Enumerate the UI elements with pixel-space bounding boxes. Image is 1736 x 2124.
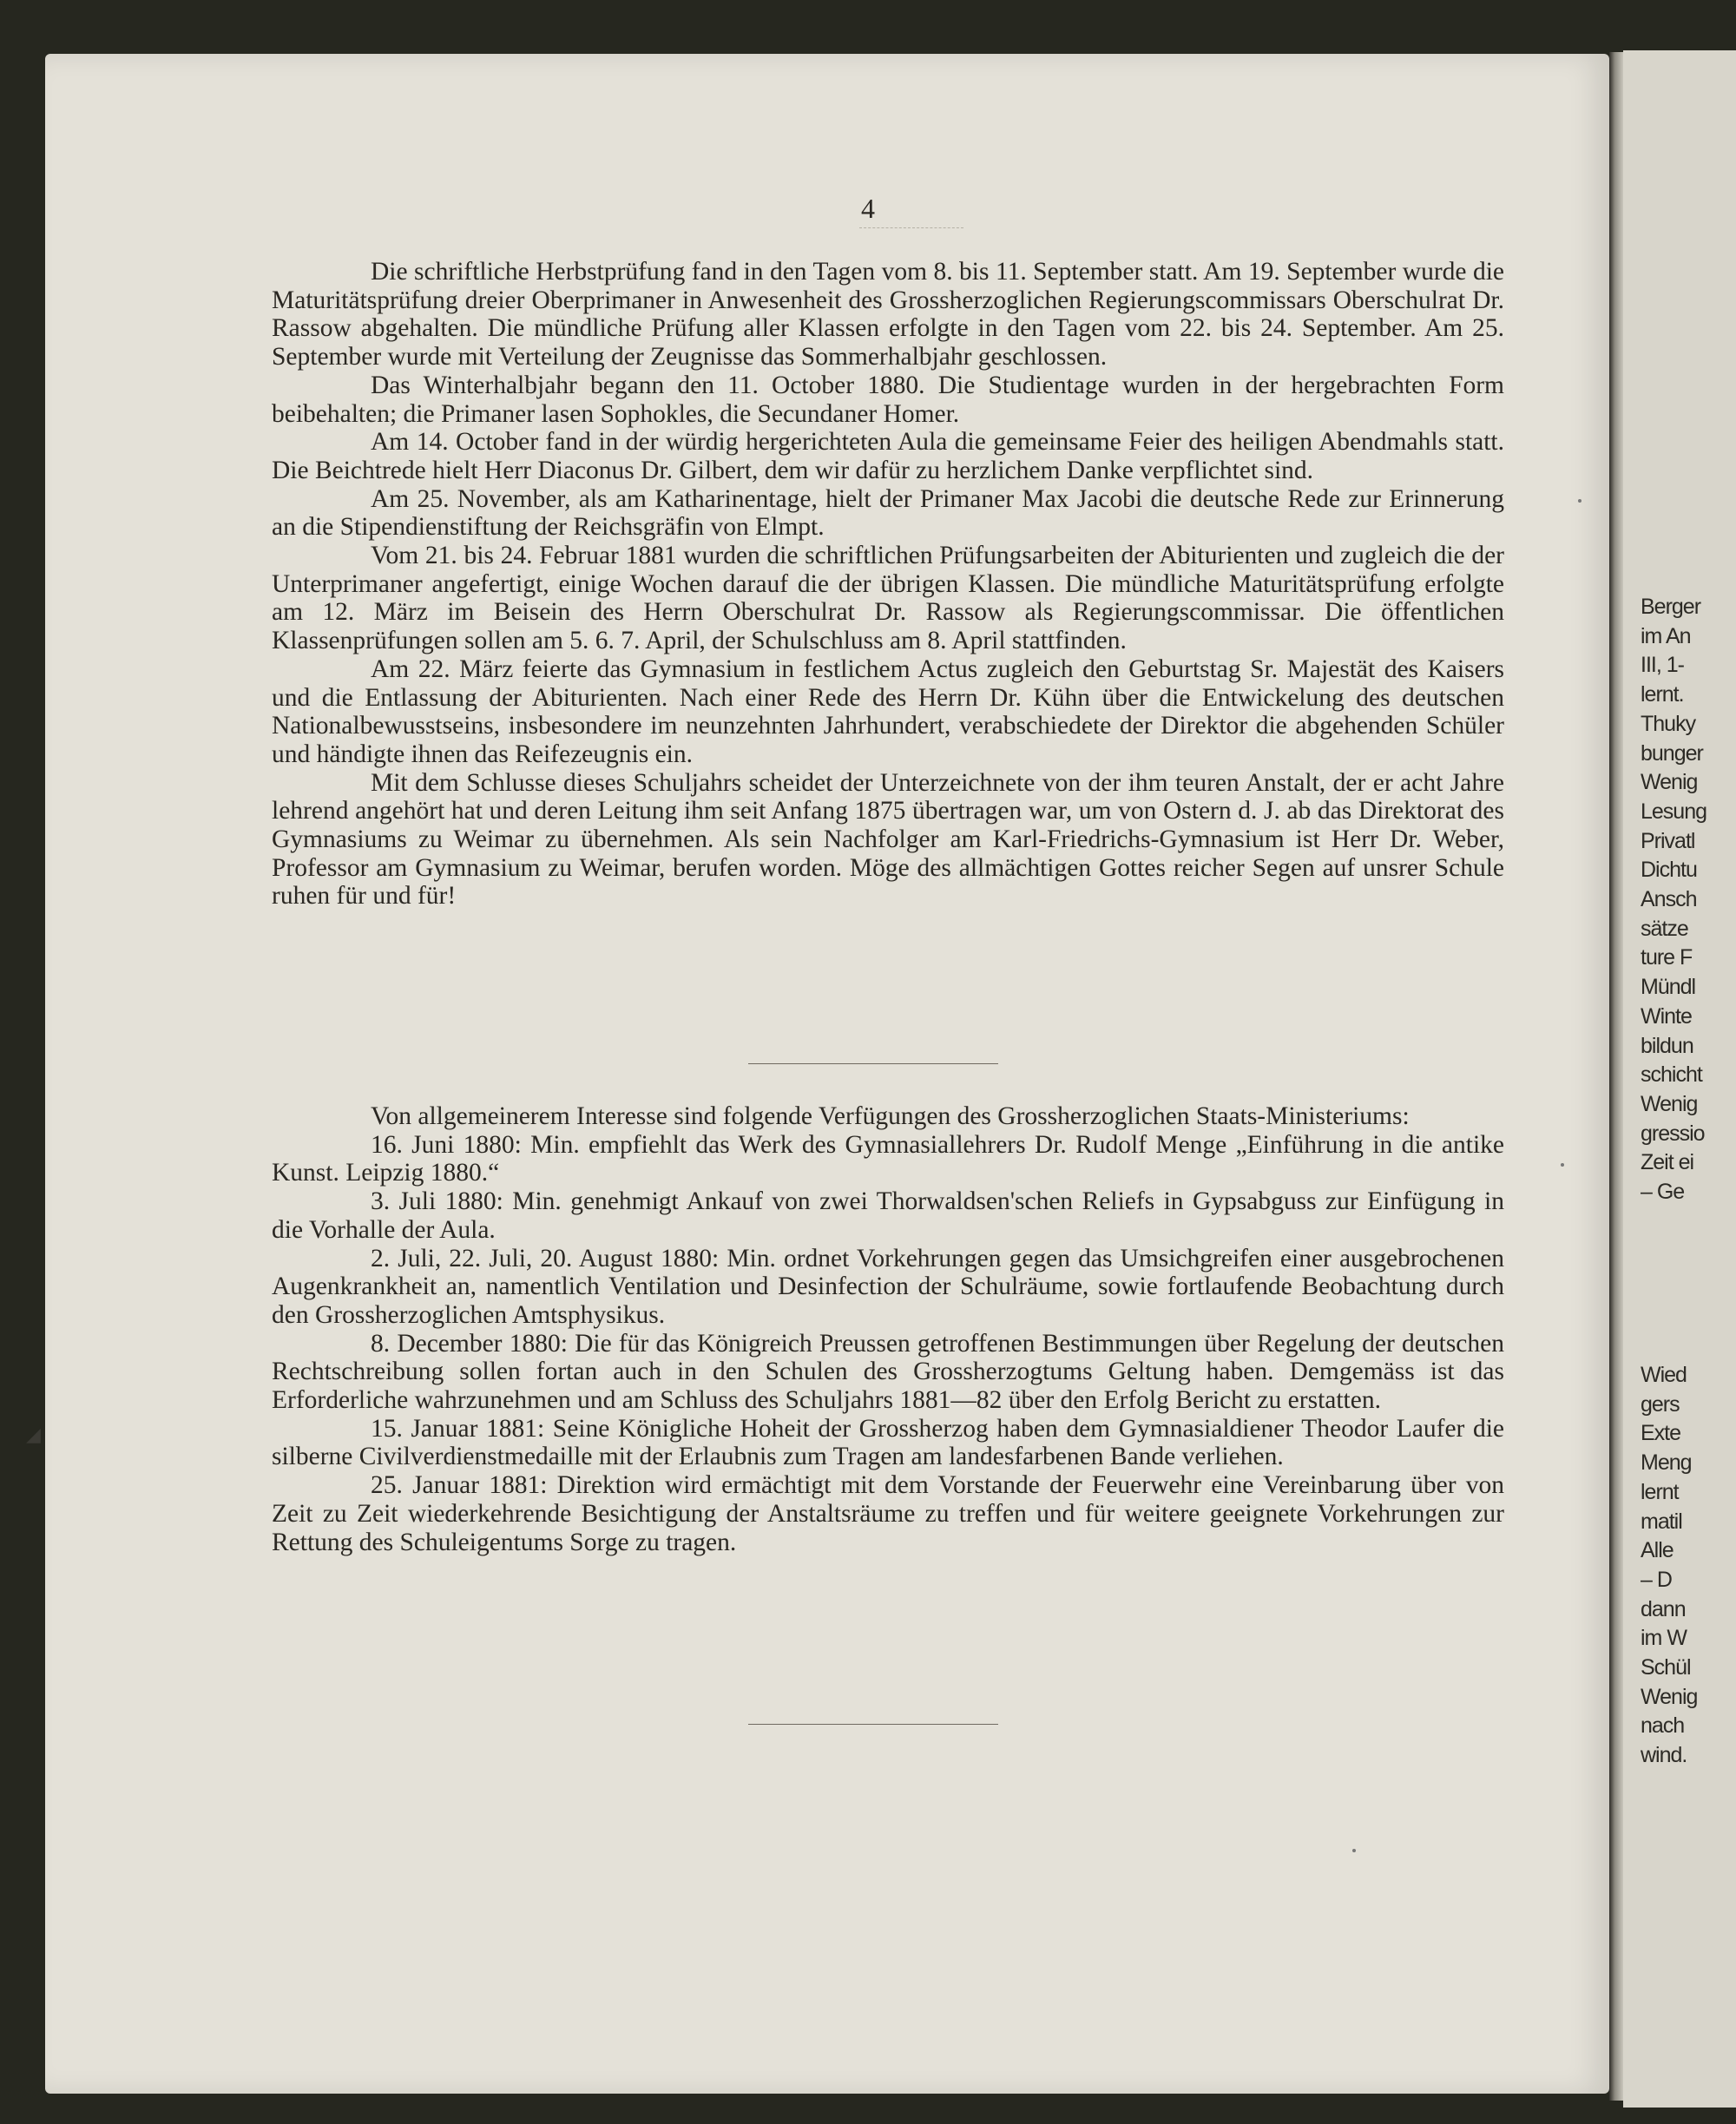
fragment-line: Meng: [1641, 1450, 1692, 1476]
fragment-line: III, 1-: [1641, 653, 1684, 678]
paragraph: 25. Januar 1881: Direktion wird ermächtigt mit dem Vorstande der Feuerwehr eine Vereinbarung über von Zeit zu Zeit wiederkehrende Besichtigung der Anstaltsräume zu treffen und für weitere geeignete Vorkehrungen zur Rettung des Schuleigentums Sorge zu tragen.: [272, 1471, 1504, 1556]
fragment-line: Thuky: [1641, 711, 1696, 736]
fragment-line: Wenig: [1641, 1091, 1698, 1116]
fragment-line: gressio: [1641, 1121, 1705, 1146]
fragment-line: matil: [1641, 1509, 1682, 1534]
fragment-line: im An: [1641, 623, 1691, 648]
fragment-line: nach: [1641, 1713, 1685, 1739]
margin-mark: [1561, 1163, 1564, 1167]
paragraph: Das Winterhalbjahr begann den 11. October 1880. Die Studientage wurden in der hergebrachten Form beibehalten; die Primaner lasen Sophokles, die Secundaner Homer.: [272, 371, 1504, 428]
paragraph: Am 14. October fand in der würdig hergerichteten Aula die gemeinsame Feier des heiligen Abendmahls statt. Die Beichtrede hielt Herr Diaconus Dr. Gilbert, dem wir dafür zu herzlichem Danke verpflichtet sind.: [272, 428, 1504, 484]
paragraph: 15. Januar 1881: Seine Königliche Hoheit der Grossherzog haben dem Gymnasialdiener Theodor Laufer die silberne Civilverdienstmedaille mit der Erlaubnis zum Tragen am landesfarbenen Bande verliehen.: [272, 1414, 1504, 1471]
paragraph: Von allgemeinerem Interesse sind folgende Verfügungen des Grossherzoglichen Staats-Ministeriums:: [371, 1102, 1410, 1130]
facing-page-text-lower: [1641, 1361, 1736, 1771]
fragment-line: wind.: [1641, 1743, 1687, 1768]
ministry-decrees-text: [272, 1102, 1504, 1556]
facing-page-text-upper: [1641, 593, 1736, 1207]
fragment-line: Dichtu: [1641, 858, 1697, 883]
margin-arrow-icon: ◢: [26, 1424, 41, 1445]
fragment-line: gers: [1641, 1391, 1680, 1417]
paragraph: 8. December 1880: Die für das Königreich Preussen getroffenen Bestimmungen über Regelung der deutschen Rechtschreibung sollen fortan auch in den Schulen des Grossherzogtums Geltung haben. Demgemäss ist das Erforderliche wahrzunehmen und am Schluss des Schuljahrs 1881—82 über den Erfolg Bericht zu erstatten.: [272, 1329, 1504, 1415]
fragment-line: Alle: [1641, 1538, 1674, 1563]
fragment-line: dann: [1641, 1596, 1686, 1621]
fragment-line: sätze: [1641, 916, 1688, 941]
paragraph: 2. Juli, 22. Juli, 20. August 1880: Min. ordnet Vorkehrungen gegen das Umsichgreifen einer ausgebrochenen Augenkrankheit an, namentlich Ventilation und Desinfection der Schulräume, sowie fortlaufende Beobachtung durch den Grossherzoglichen Amtsphysikus.: [272, 1244, 1504, 1329]
paragraph: Mit dem Schlusse dieses Schuljahrs scheidet der Unterzeichnete von der ihm teuren Anstalt, der er acht Jahre lehrend angehört hat und deren Leitung ihm seit Anfang 1875 übertragen war, um von Ostern d. J. ab das Direktorat des Gymnasiums zu Weimar zu übernehmen. Als sein Nachfolger am Karl-Friedrichs-Gymnasium ist Herr Dr. Weber, Professor am Gymnasium zu Weimar, berufen worden. Möge des allmächtigen Gottes reicher Segen auf unsrer Schule ruhen für und für!: [272, 768, 1504, 911]
fragment-line: ture F: [1641, 945, 1693, 970]
paragraph: Vom 21. bis 24. Februar 1881 wurden die schriftlichen Prüfungsarbeiten der Abiturienten und zugleich die der Unterprimaner angefertigt, einige Wochen darauf die der übrigen Klassen. Die mündliche Maturitätsprüfung erfolgte am 12. März im Beisein des Herrn Oberschulrat Dr. Rassow als Regierungscommissar. Die öffentlichen Klassenprüfungen sollen am 5. 6. 7. April, der Schulschluss am 8. April stattfinden.: [272, 542, 1504, 655]
paragraph: 16. Juni 1880: Min. empfiehlt das Werk des Gymnasiallehrers Dr. Rudolf Menge „Einführung in die antike Kunst. Leipzig 1880.“: [272, 1130, 1504, 1187]
fragment-line: Wenig: [1641, 1684, 1698, 1709]
fragment-line: Lesung: [1641, 799, 1707, 824]
fragment-line: Berger: [1641, 595, 1701, 619]
page-number: 4: [861, 193, 875, 224]
school-chronicle-text: [272, 258, 1504, 911]
fragment-line: – Ge: [1641, 1180, 1685, 1205]
fragment-line: Privatl: [1641, 828, 1695, 853]
fragment-line: schicht: [1641, 1062, 1702, 1088]
fragment-line: Mündl: [1641, 975, 1696, 1000]
fragment-line: bunger: [1641, 740, 1703, 766]
margin-mark: [1352, 1849, 1356, 1852]
fragment-line: Ansch: [1641, 887, 1697, 912]
fragment-line: Zeit ei: [1641, 1150, 1694, 1175]
end-divider: [748, 1724, 998, 1725]
paragraph: Am 22. März feierte das Gymnasium in festlichem Actus zugleich den Geburtstag Sr. Majestät des Kaisers und die Entlassung der Abiturienten. Nach einer Rede des Herrn Dr. Kühn über die Entwickelung des deutschen Nationalbewusstseins, insbesondere im neunzehnten Jahrhundert, verabschiedete der Direktor die abgehenden Schüler und händigte ihnen das Reifezeugnis ein.: [272, 654, 1504, 768]
page-number-underline: [859, 227, 963, 228]
paragraph: 3. Juli 1880: Min. genehmigt Ankauf von zwei Thorwaldsen'schen Reliefs in Gypsabguss zur Einfügung in die Vorhalle der Aula.: [272, 1187, 1504, 1244]
paragraph: Die schriftliche Herbstprüfung fand in den Tagen vom 8. bis 11. September statt. Am 19. September wurde die Maturitätsprüfung dreier Oberprimaner in Anwesenheit des Grossherzoglichen Regierungscommissars Oberschulrat Dr. Rassow abgehalten. Die mündliche Prüfung aller Klassen erfolgte in den Tagen vom 22. bis 24. September. Am 25. September wurde mit Verteilung der Zeugnisse das Sommerhalbjahr geschlossen.: [272, 258, 1504, 372]
fragment-line: Exte: [1641, 1421, 1681, 1446]
fragment-line: Schül: [1641, 1655, 1691, 1680]
fragment-line: – D: [1641, 1567, 1672, 1592]
fragment-line: bildun: [1641, 1033, 1693, 1058]
paragraph: Am 25. November, als am Katharinentage, hielt der Primaner Max Jacobi die deutsche Rede zur Erinnerung an die Stipendienstiftung der Reichsgräfin von Elmpt.: [272, 484, 1504, 542]
fragment-line: lernt.: [1641, 682, 1684, 707]
fragment-line: Wied: [1641, 1363, 1687, 1387]
fragment-line: lernt: [1641, 1479, 1679, 1504]
fragment-line: Winte: [1641, 1003, 1692, 1029]
book-gutter: [1609, 52, 1623, 2101]
fragment-line: Wenig: [1641, 770, 1698, 795]
fragment-line: im W: [1641, 1626, 1687, 1651]
margin-mark: [1578, 499, 1581, 503]
section-divider: [748, 1063, 998, 1064]
